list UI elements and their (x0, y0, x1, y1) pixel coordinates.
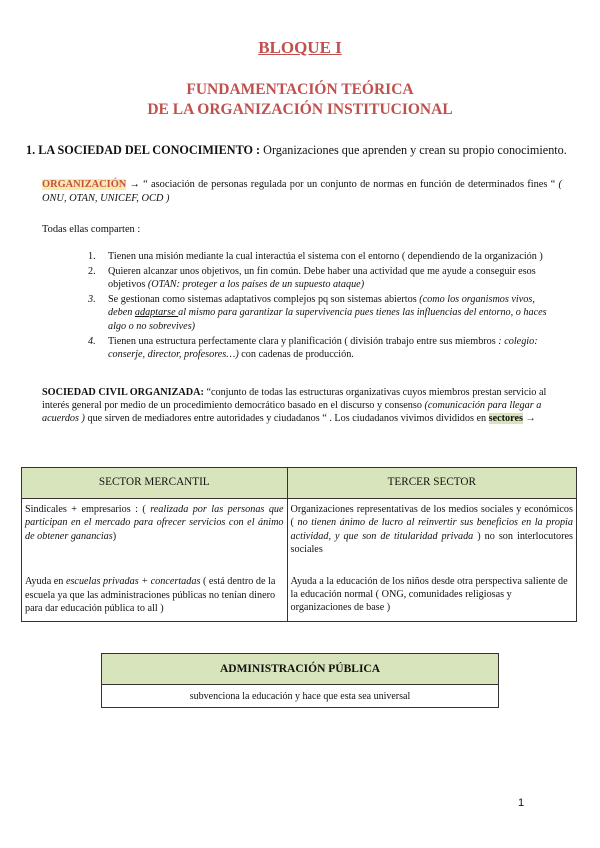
sociedad-civil-text-a: “conjunto de todas las estructuras organizativas cuyos miembros prestan servicio al interés general por medio de un procedimiento democrático basado en el discurso y consenso (42, 387, 547, 412)
mercantil-ayuda-b: escuelas privadas + concertadas (65, 576, 201, 588)
list-number: 1. (88, 251, 96, 262)
tercer-sector-header: TERCER SECTOR (287, 468, 576, 499)
tercer-desc-c: ) no son interlocutores sociales (290, 530, 574, 556)
list-number: 2. (88, 265, 96, 277)
organizacion-arrow: → (126, 179, 144, 190)
list-text-italic-end: al mismo para garantizar la supervivencia pues tienes las influencias del entorno, o haces algo o no sobrevives) (108, 307, 547, 332)
list-item (88, 265, 558, 292)
sectors-table (21, 467, 577, 622)
list-text-italic: (OTAN: proteger a los países de un supuesto ataque) (147, 279, 365, 291)
sectores-highlight: sectores (488, 413, 523, 425)
sector-mercantil-cell (22, 499, 288, 622)
list-number: 3. (88, 293, 96, 305)
list-text: Tienen una estructura perfectamente clara y planificación ( división trabajo entre sus miembros (108, 335, 499, 347)
sector-mercantil-header: SECTOR MERCANTIL (22, 468, 288, 499)
page-number: 1 (518, 797, 525, 809)
sectores-arrow: → (522, 413, 536, 425)
list-text: Tienen una misión mediante la cual interactúa el sistema con el entorno ( dependiendo de la organización ) (108, 251, 543, 262)
tercer-desc-b: no tienen ánimo de lucro al reinvertir sus beneficios en la propia actividad, y que son de titularidad privada (290, 517, 573, 542)
list-text-italic: (como los organismos vivos, deben (108, 293, 535, 319)
list-item (88, 293, 558, 334)
admin-publica-text: subvenciona la educación y hace que esta sea universal (102, 685, 499, 708)
tercer-sector-cell (287, 499, 576, 622)
mercantil-ayuda-c: ( está dentro de la escuela ya que las administraciones públicas no tenían dinero para dar educación pública to all ) (25, 576, 276, 615)
mercantil-ayuda-a: Ayuda en (25, 576, 66, 588)
list-item (88, 250, 558, 264)
section-heading (26, 143, 586, 158)
subtitle-line-1: FUNDAMENTACIÓN TEÓRICA (186, 81, 414, 98)
list-item (88, 335, 558, 362)
sociedad-civil-text-b: (comunicación para llegar a acuerdos ) (42, 400, 542, 425)
bloque-title: BLOQUE I (258, 38, 342, 57)
list-text-end: con cadenas de producción. (238, 349, 354, 361)
section-heading-bold: 1. LA SOCIEDAD DEL CONOCIMIENTO : (26, 143, 261, 157)
list-text: Se gestionan como sistemas adaptativos complejos pq son sistemas abiertos (108, 293, 420, 305)
mercantil-desc-a: Sindicales + empresarios : ( (25, 504, 151, 515)
sociedad-civil-text-c: que sirven de mediadores entre autoridades y ciudadanos “ . Los ciudadanos vivimos divididos en (84, 413, 489, 425)
sociedad-civil-paragraph (42, 386, 562, 426)
list-text-underlined: adaptarse (134, 307, 179, 319)
shared-features-list (88, 250, 558, 363)
mercantil-desc-c: ) (112, 530, 117, 542)
list-text-italic: : colegio: conserje, director, profesores…) (108, 335, 538, 361)
tercer-desc-a: Organizaciones representativas de los medios sociales y económicos ( (290, 504, 573, 529)
mercantil-desc-b: realizada por las personas que participan en el mercado para ofrecer servicios con el ánimo de obtener ganancias (25, 504, 284, 542)
tercer-description (291, 503, 573, 557)
organizacion-term: ORGANIZACIÓN (42, 179, 127, 190)
section-heading-rest: Organizaciones que aprenden y crean su propio conocimiento. (260, 143, 567, 157)
admin-publica-header: ADMINISTRACIÓN PÚBLICA (102, 654, 499, 685)
organizacion-examples: ( ONU, OTAN, UNICEF, OCD ) (42, 179, 562, 204)
list-number: 4. (88, 335, 96, 347)
subtitle-line-2: DE LA ORGANIZACIÓN INSTITUCIONAL (147, 101, 453, 118)
tercer-ayuda: Ayuda a la educación de los niños desde otra perspectiva saliente de la educación normal ( ONG, comunidades religiosas y organizaciones de base ) (290, 575, 568, 614)
mercantil-description (25, 503, 284, 543)
mercantil-ayuda (25, 575, 284, 615)
organizacion-definition (42, 178, 562, 206)
organizacion-text: “ asociación de personas regulada por un conjunto de normas en función de determinados fines “ (143, 179, 559, 190)
todas-comparten: Todas ellas comparten : (42, 224, 141, 235)
sociedad-civil-term: SOCIEDAD CIVIL ORGANIZADA: (42, 387, 204, 398)
admin-publica-table (101, 653, 499, 708)
list-text: Quieren alcanzar unos objetivos, un fin común. Debe haber una actividad que me ayude a conseguir esos objetivos (108, 265, 536, 291)
bloque-subtitle (0, 80, 600, 120)
